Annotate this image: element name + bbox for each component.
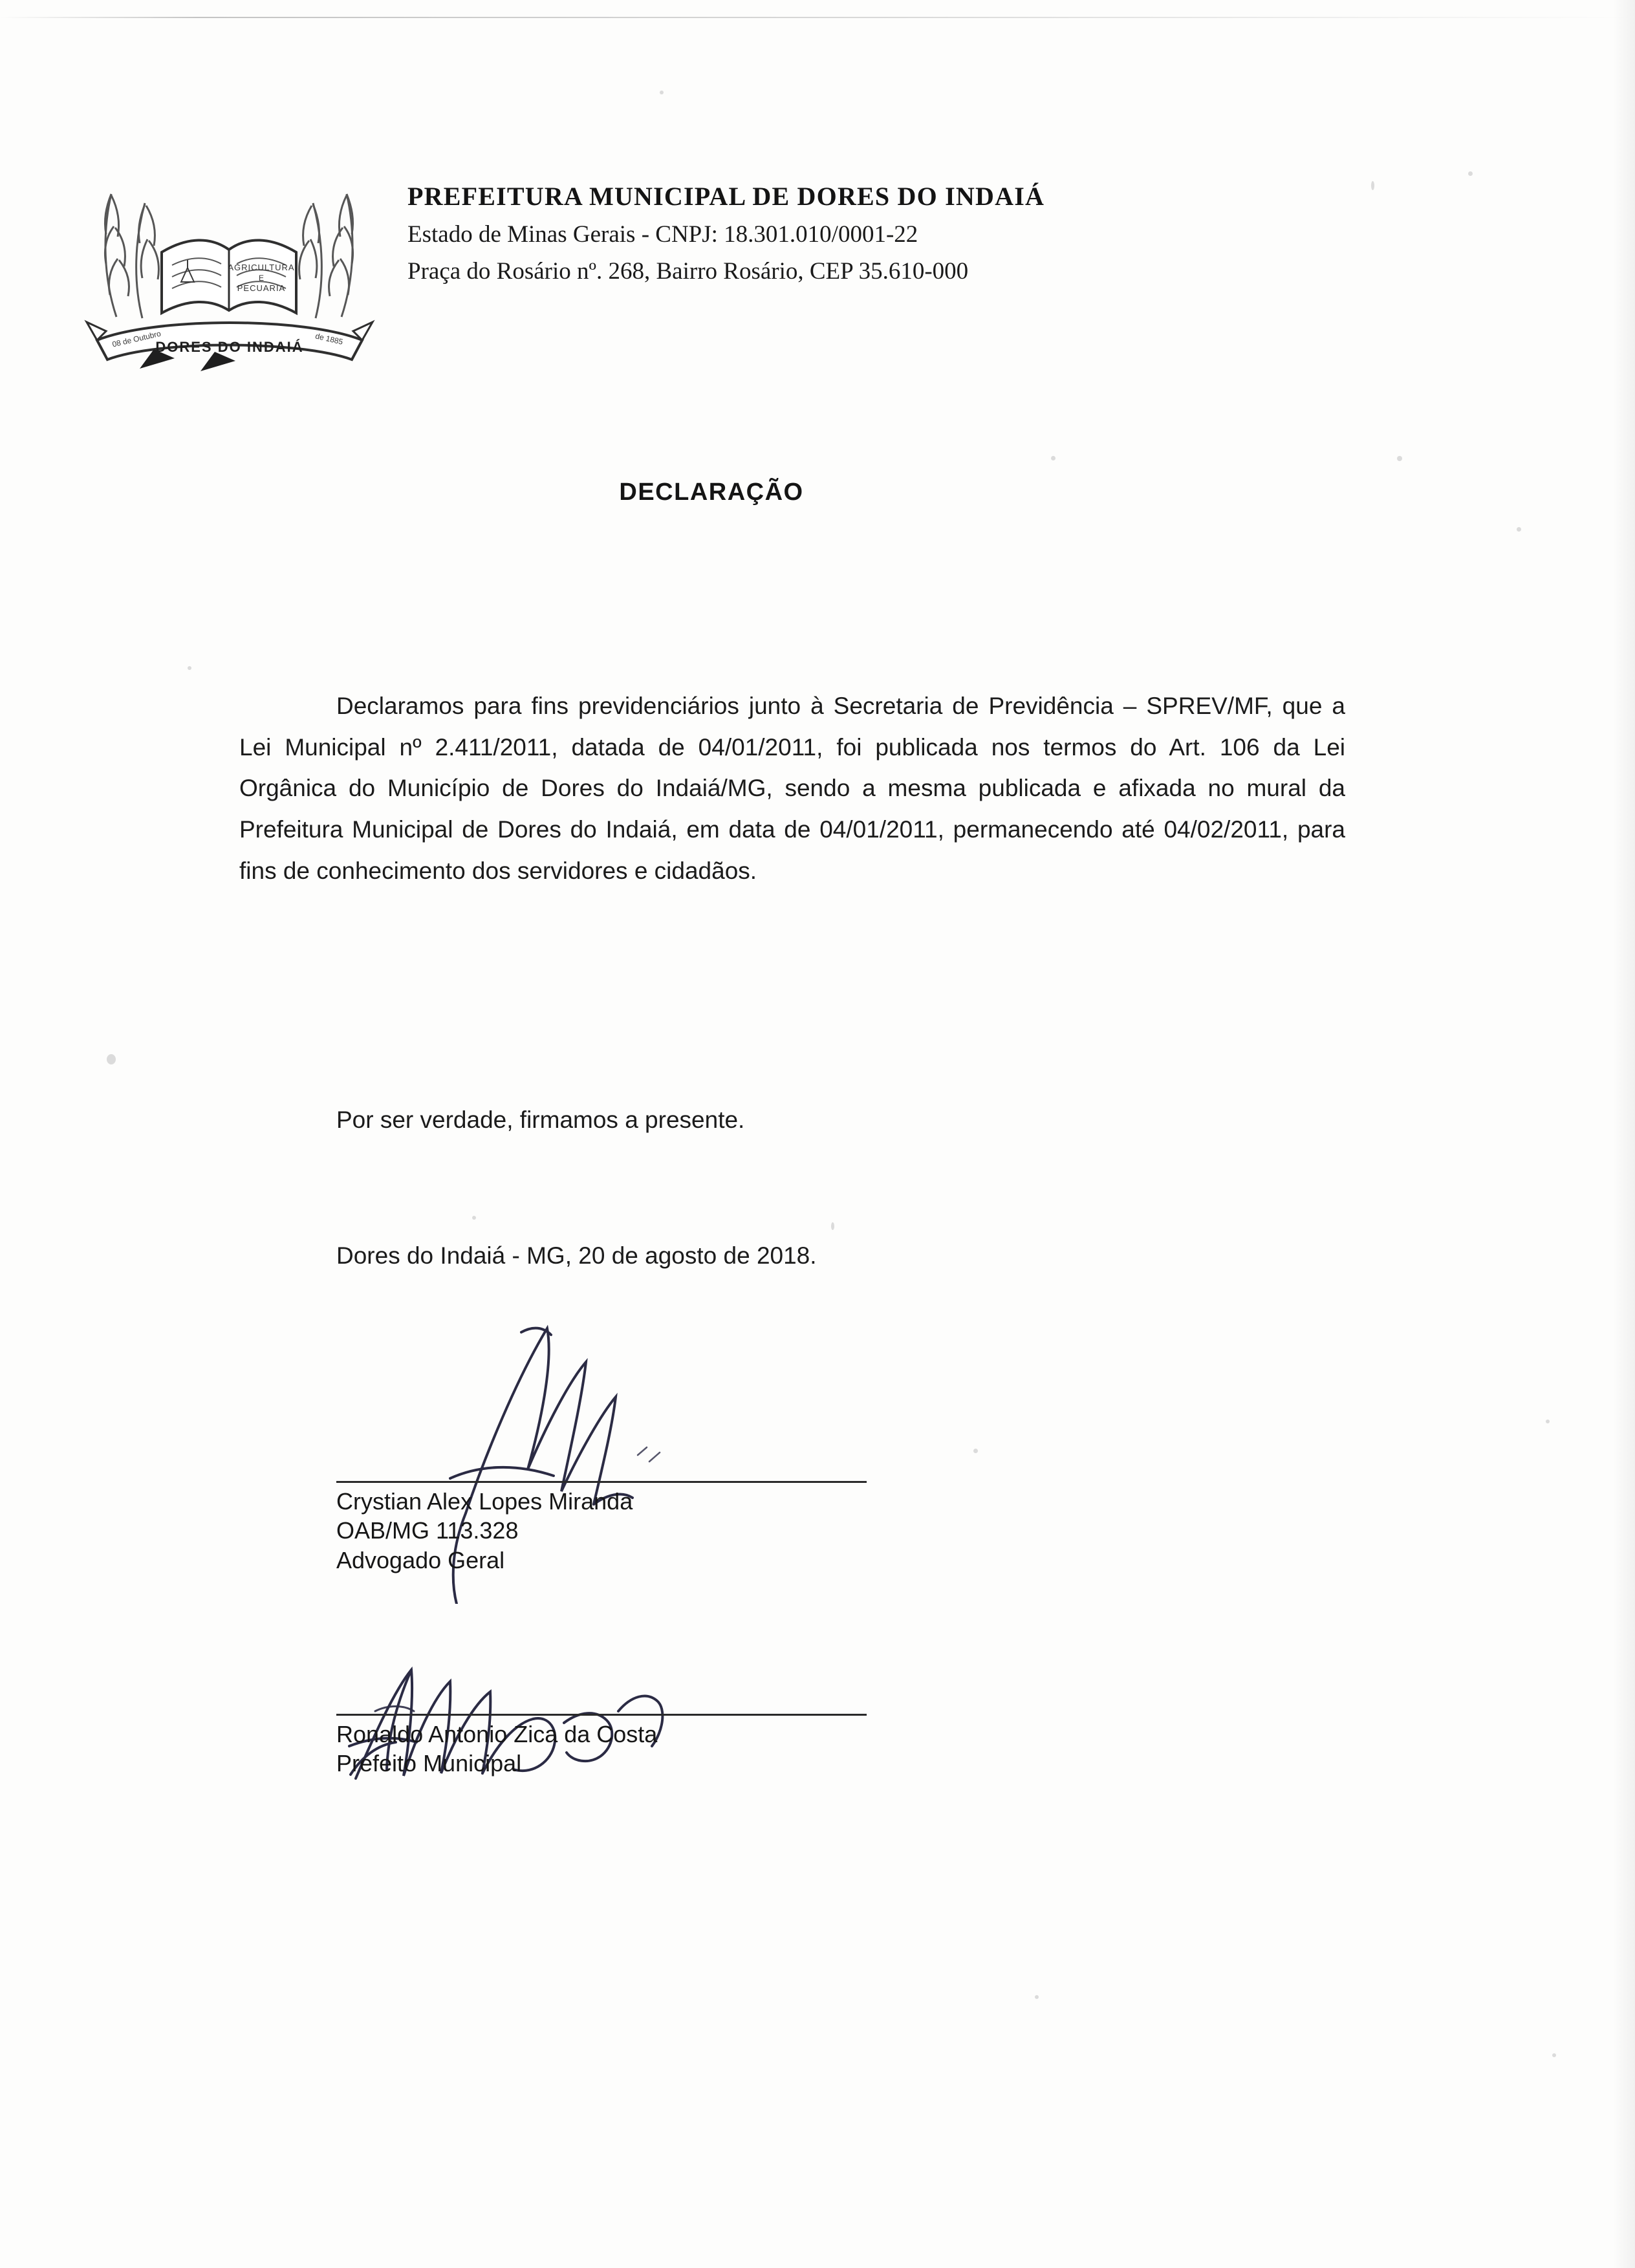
handwritten-signature-icon bbox=[336, 1584, 789, 1820]
signer-name: Ronaldo Antonio Zica da Costa bbox=[336, 1721, 658, 1747]
municipal-coat-of-arms-icon bbox=[78, 155, 382, 382]
scan-speck bbox=[1546, 1420, 1550, 1423]
signer-role: Advogado Geral bbox=[336, 1546, 505, 1573]
signature-rule bbox=[336, 1481, 867, 1483]
page-title: DECLARAÇÃO bbox=[619, 479, 804, 506]
affirmation-paragraph: Por ser verdade, firmamos a presente. bbox=[336, 1107, 745, 1133]
svg-text:DORES DO INDAIÁ: DORES DO INDAIÁ bbox=[155, 339, 304, 355]
signer-role: Prefeito Municipal bbox=[336, 1750, 522, 1777]
svg-text:de 1885: de 1885 bbox=[314, 331, 344, 347]
scan-speck bbox=[973, 1449, 978, 1453]
scan-speck bbox=[107, 1054, 116, 1064]
place-and-date: Dores do Indaiá - MG, 20 de agosto de 2018. bbox=[336, 1242, 817, 1269]
scan-artifact-top-line bbox=[0, 17, 1635, 18]
organization-address: Praça do Rosário nº. 268, Bairro Rosário, CEP 35.610-000 bbox=[407, 258, 969, 285]
svg-text:AGRICULTURA: AGRICULTURA bbox=[228, 263, 295, 272]
organization-block bbox=[407, 155, 1045, 285]
scan-speck bbox=[831, 1222, 834, 1230]
scan-speck bbox=[1517, 527, 1521, 532]
signature-block-advogado bbox=[336, 1481, 867, 1575]
scan-speck bbox=[188, 666, 191, 670]
scan-speck bbox=[660, 91, 664, 94]
scan-artifact-right-edge bbox=[1613, 0, 1635, 2268]
organization-state-cnpj: Estado de Minas Gerais - CNPJ: 18.301.010/0001-22 bbox=[407, 221, 918, 248]
letterhead bbox=[78, 155, 1488, 382]
organization-title: PREFEITURA MUNICIPAL DE DORES DO INDAIÁ bbox=[407, 182, 1045, 211]
svg-text:08 de Outubro: 08 de Outubro bbox=[111, 329, 162, 349]
scan-speck bbox=[472, 1216, 476, 1220]
svg-text:PECUARIA: PECUARIA bbox=[237, 283, 286, 293]
scan-speck bbox=[1035, 1995, 1039, 1999]
signature-rule bbox=[336, 1714, 867, 1716]
signer-name: Crystian Alex Lopes Miranda bbox=[336, 1488, 633, 1515]
scan-speck bbox=[1397, 456, 1402, 461]
scan-speck bbox=[1552, 2053, 1556, 2057]
declaration-paragraph: Declaramos para fins previdenciários junto à Secretaria de Previdência – SPREV/MF, que a Lei Municipal nº 2.411/2011, datada de 04/01/2011, foi publicada nos termos do Art. 106 da Lei Orgânica do Município de Dores do Indaiá/MG, sendo a mesma publicada e afixada no mural da Prefeitura Municipal de Dores do Indaiá, em data de 04/01/2011, permanecendo até 04/02/2011, para fins de conhecimento dos servidores e cidadãos. bbox=[239, 693, 1345, 884]
scan-speck bbox=[1051, 456, 1056, 460]
svg-text:E: E bbox=[258, 274, 265, 283]
signature-block-prefeito bbox=[336, 1714, 867, 1778]
signer-registry: OAB/MG 113.328 bbox=[336, 1517, 519, 1544]
